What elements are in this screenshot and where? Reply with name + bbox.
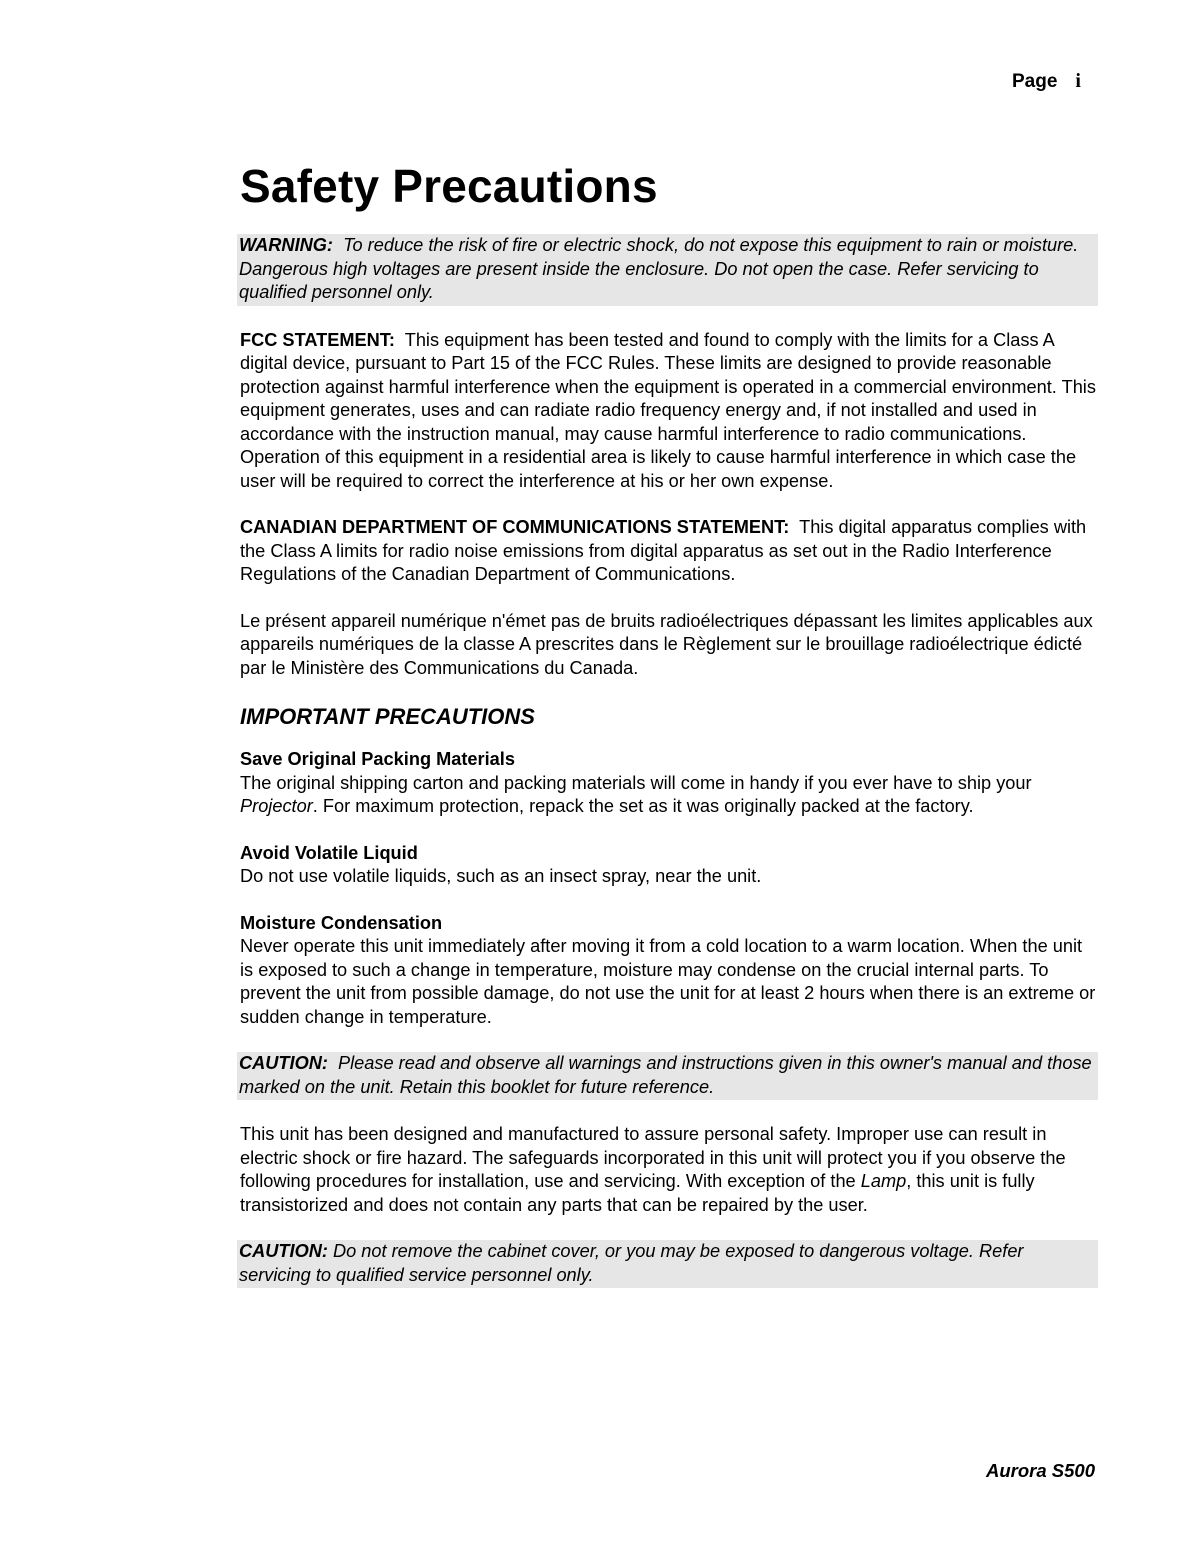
fcc-text: This equipment has been tested and found to comply with the limits for a Class A digital device, pursuant to Part 15 of the FCC Rules. These limits are designed to provide reasonable protection against harmful interference when the equipment is operated in a commercial environment. This equipment generates, uses and can radiate radio frequency energy and, if not installed and used in accordance with the instruction manual, may cause harmful interference to radio communications. Operation of this equipment in a residential area is likely to cause harmful interference in which case the user will be required to correct the interference at his or her own expense. [240,329,1096,491]
packing-italic: Projector [240,796,313,816]
packing-text [240,772,1098,819]
warning-label: WARNING: [239,235,333,255]
packing-heading: Save Original Packing Materials [240,749,515,769]
moisture-text: Never operate this unit immediately after moving it from a cold location to a warm location. When the unit is exposed to such a change in temperature, moisture may condense on the crucial internal parts. To prevent the unit from possible damage, do not use the unit for at least 2 hours when there is an extreme or sudden change in temperature. [240,936,1096,1027]
design-text-end: , this unit is fully transistorized and does not contain any parts that can be repaired by the user. [240,1171,1035,1215]
canadian-label: CANADIAN DEPARTMENT OF COMMUNICATIONS STATEMENT: [240,517,790,537]
important-heading: IMPORTANT PRECAUTIONS [240,704,535,729]
caution1-text: Please read and observe all warnings and instructions given in this owner's manual and those marked on the unit. Retain this booklet for future reference. [239,1053,1092,1097]
caution2-label: CAUTION: [239,1241,328,1261]
design-text [240,1123,1098,1217]
fcc-statement [240,329,1098,494]
page-label: Page [1012,71,1058,92]
design-text-start: This unit has been designed and manufactured to assure personal safety. Improper use can result in electric shock or fire hazard. The safeguards incorporated in this unit will protect you if you observe the following procedures for installation, use and servicing. With exception of the [240,1124,1066,1191]
french-statement: Le présent appareil numérique n'émet pas de bruits radioélectriques dépassant les limites applicables aux appareils numériques de la classe A prescrites dans le Règlement sur le brouillage radioélectrique édicté par le Ministère des Communications du Canada. [240,610,1093,678]
packing-text-end: . For maximum protection, repack the set as it was originally packed at the factory. [312,796,974,816]
volatile-text: Do not use volatile liquids, such as an insect spray, near the unit. [240,866,762,886]
warning-box [237,234,1098,306]
packing-text-start: The original shipping carton and packing materials will come in handy if you ever have to ship your [240,772,1032,793]
page-header [1012,70,1081,93]
page-title: Safety Precautions [240,160,658,212]
volatile-heading: Avoid Volatile Liquid [240,842,418,863]
fcc-label: FCC STATEMENT: [240,329,395,350]
footer-model: Aurora S500 [986,1460,1095,1481]
canadian-statement [240,516,1098,587]
document-body [240,158,1098,1288]
page-number: i [1075,70,1081,92]
canadian-text: This digital apparatus complies with the Class A limits for radio noise emissions from digital apparatus as set out in the Radio Interference Regulations of the Canadian Department of Communications. [240,517,1087,584]
caution1-label: CAUTION: [239,1053,328,1073]
design-italic: Lamp [860,1171,907,1191]
caution-box-1 [237,1052,1098,1100]
moisture-heading: Moisture Condensation [240,912,443,933]
caution2-text: Do not remove the cabinet cover, or you may be exposed to dangerous voltage. Refer servicing to qualified service personnel only. [239,1241,1024,1285]
caution-box-2 [237,1240,1098,1288]
warning-text: To reduce the risk of fire or electric shock, do not expose this equipment to rain or moisture. Dangerous high voltages are present inside the enclosure. Do not open the case. Refer servicing to qualified personnel only. [239,235,1079,302]
